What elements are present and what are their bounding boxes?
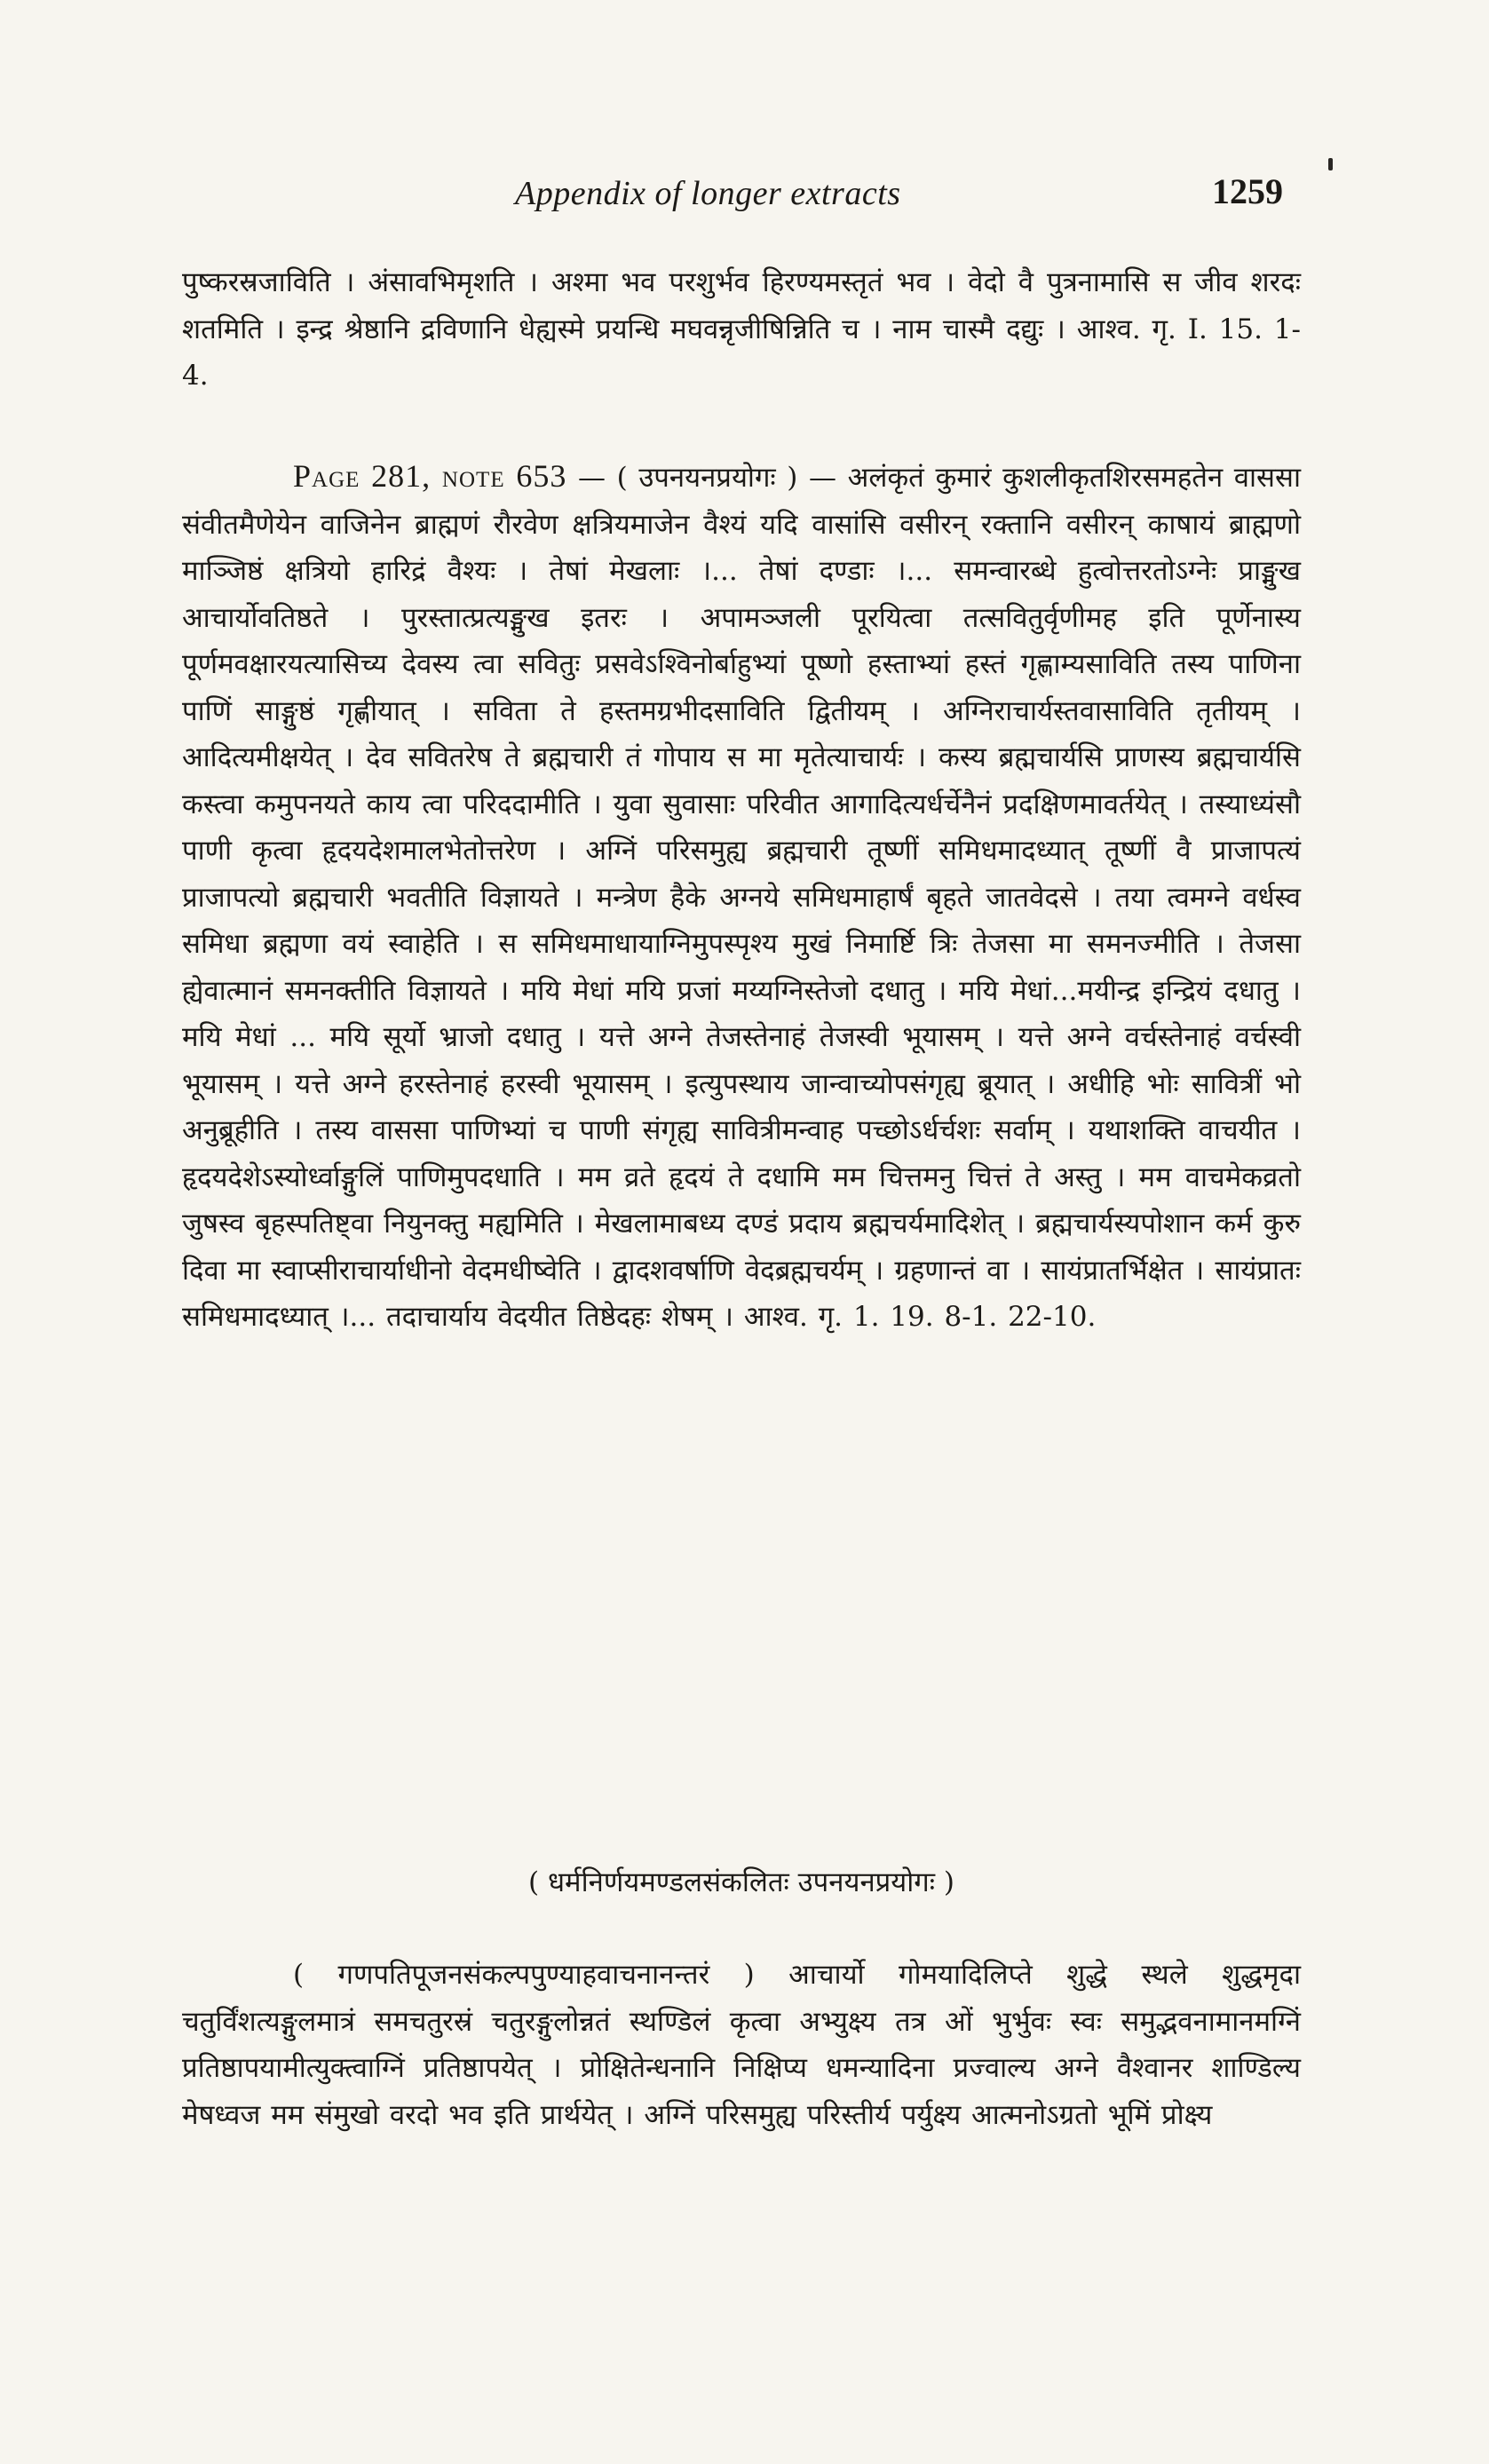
- running-title: Appendix of longer extracts: [515, 175, 901, 212]
- paragraph-1: पुष्करस्रजाविति । अंसावभिमृशति । अश्मा भव परशुर्भव हिरण्यमस्तृतं भव । वेदो वै पुत्रनामासि स जीव शरदः शतमिति । इन्द्र श्रेष्ठानि द्रविणानि धेह्यस्मे प्रयन्धि मघवन्नृजीषिन्निति च । नाम चास्मै दद्युः । आश्व. गृ. I. 15. 1-4.: [182, 266, 1302, 392]
- running-head: [186, 171, 1296, 227]
- paragraph-3: ( गणपतिपूजनसंकल्पपुण्याहवाचनानन्तरं ) आचार्यो गोमयादिलिप्ते शुद्धे स्थले शुद्धमृदा चतुर्विंशत्यङ्गुलमात्रं समचतुरस्रं चतुरङ्गुलोन्नतं स्थण्डिलं कृत्वा अभ्युक्ष्य तत्र ओं भुर्भुवः स्वः समुद्भवनामानमग्निं प्रतिष्ठापयामीत्युक्त्वाग्निं प्रतिष्ठापयेत् । प्रोक्षितेन्धनानि निक्षिप्य धमन्यादिना प्रज्वाल्य अग्ने वैश्वानर शाण्डिल्य मेषध्वज मम संमुखो वरदो भव इति प्रार्थयेत् । अग्निं परिसमुह्य परिस्तीर्य पर्युक्ष्य आत्मनोऽग्रतो भूमिं प्रोक्ष्य: [182, 1959, 1301, 2131]
- page-number: 1259: [1212, 171, 1283, 211]
- section-heading: ( धर्मनिर्णयमण्डलसंकलितः उपनयनप्रयोगः ): [528, 1866, 954, 1898]
- paragraph-2: [182, 453, 1301, 1341]
- section-title-upanayana: — ( उपनयनप्रयोगः ) —: [566, 462, 848, 494]
- page-note-reference: Page 281, note 653: [293, 458, 567, 494]
- margin-mark: [1328, 158, 1333, 170]
- paragraph-2-body: अलंकृतं कुमारं कुशलीकृतशिरसमहतेन वाससा संवीतमैणेयेन वाजिनेन ब्राह्मणं रौरवेण क्षत्रियमाजेन वैश्यं यदि वासांसि वसीरन् रक्तानि वसीरन् काषायं ब्राह्मणो माञ्जिष्ठं क्षत्रियो हारिद्रं वैश्यः । तेषां मेखलाः ।... तेषां दण्डाः ।... समन्वारब्धे हुत्वोत्तरतोऽग्नेः प्राङ्मुख आचार्योवतिष्ठते । पुरस्तात्प्रत्यङ्मुख इतरः । अपामञ्जली पूरयित्वा तत्सवितुर्वृणीमह इति पूर्णेनास्य पूर्णमवक्षारयत्यासिच्य देवस्य त्वा सवितुः प्रसवेऽश्विनोर्बाहुभ्यां पूष्णो हस्ताभ्यां हस्तं गृह्णाम्यसाविति तस्य पाणिना पाणिं साङ्गुष्ठं गृह्णीयात् । सविता ते हस्तमग्रभीदसाविति द्वितीयम् । अग्निराचार्यस्तवासाविति तृतीयम् । आदित्यमीक्षयेत् । देव सवितरेष ते ब्रह्मचारी तं गोपाय स मा मृतेत्याचार्यः । कस्य ब्रह्मचार्यसि प्राणस्य ब्रह्मचार्यसि कस्त्वा कमुपनयते काय त्वा परिददामीति । युवा सुवासाः परिवीत आगादित्यर्धर्चेनैनं प्रदक्षिणमावर्तयेत् । तस्याध्यंसौ पाणी कृत्वा हृदयदेशमालभेतोत्तरेण । अग्निं परिसमुह्य ब्रह्मचारी तूष्णीं समिधमादध्यात् तूष्णीं वै प्राजापत्यं प्राजापत्यो ब्रह्मचारी भवतीति विज्ञायते । मन्त्रेण हैके अग्नये समिधमाहार्षं बृहते जातवेदसे । तया त्वमग्ने वर्धस्व समिधा ब्रह्मणा वयं स्वाहेति । स समिधमाधायाग्निमुपस्पृश्य मुखं निमार्ष्टि त्रिः तेजसा मा समनज्मीति । तेजसा ह्येवात्मानं समनक्तीति विज्ञायते । मयि मेधां मयि प्रजां मय्यग्निस्तेजो दधातु । मयि मेधां...मयीन्द्र इन्द्रियं दधातु । मयि मेधां ... मयि सूर्यो भ्राजो दधातु । यत्ते अग्ने तेजस्तेनाहं तेजस्वी भूयासम् । यत्ते अग्ने वर्चस्तेनाहं वर्चस्वी भूयासम् । यत्ते अग्ने हरस्तेनाहं हरस्वी भूयासम् । इत्युपस्थाय जान्वाच्योपसंगृह्य ब्रूयात् । अधीहि भोः सावित्रीं भो अनुब्रूहीति । तस्य वाससा पाणिभ्यां च पाणी संगृह्य सावित्रीमन्वाह पच्छोऽर्धर्चशः सर्वाम् । यथाशक्ति वाचयीत । हृदयदेशेऽस्योर्ध्वाङ्गुलिं पाणिमुपदधाति । मम व्रते हृदयं ते दधामि मम चित्तमनु चित्तं ते अस्तु । मम वाचमेकव्रतो जुषस्व बृहस्पतिष्ट्वा नियुनक्तु मह्यमिति । मेखलामाबध्य दण्डं प्रदाय ब्रह्मचर्यमादिशेत् । ब्रह्मचार्यस्यपोशान कर्म कुरु दिवा मा स्वाप्सीराचार्याधीनो वेदमधीष्वेति । द्वादशवर्षाणि वेदब्रह्मचर्यम् । ग्रहणान्तं वा । सायंप्रातर्भिक्षेत । सायंप्रातः समिधमादध्यात् ।... तदाचार्याय वेदयीत तिष्ठेदहः शेषम् । आश्व. गृ. 1. 19. 8-1. 22-10.: [182, 462, 1301, 1333]
